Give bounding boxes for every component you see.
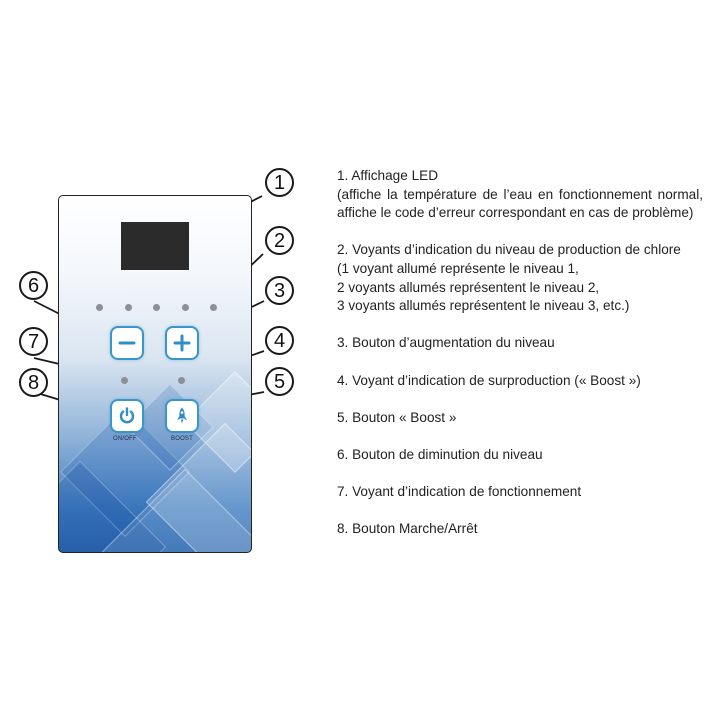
decrease-level-button[interactable]: [110, 326, 144, 360]
legend-item-7: [337, 483, 703, 502]
led-display: [121, 222, 189, 270]
operation-indicator: [121, 377, 128, 384]
chlorine-level-indicator: [125, 304, 132, 311]
chlorine-level-indicator: [96, 304, 103, 311]
legend: [337, 167, 703, 557]
legend-item-detail: 3 voyants allumés représentent le niveau 3, etc.): [337, 298, 630, 314]
callout-5: 5: [265, 367, 294, 396]
legend-item-5: [337, 409, 703, 428]
power-button-label: ON/OFF: [113, 436, 137, 442]
legend-item-title: 4. Voyant d’indication de surproduction (« Boost »): [337, 372, 641, 388]
chlorine-level-indicator: [153, 304, 160, 311]
legend-item-6: [337, 446, 703, 465]
legend-item-title: 5. Bouton « Boost »: [337, 409, 457, 425]
control-panel: [58, 195, 252, 553]
callout-6: 6: [19, 271, 48, 300]
callout-2: 2: [265, 226, 294, 255]
rocket-icon: [172, 406, 192, 426]
boost-button[interactable]: [165, 399, 199, 433]
legend-item-title: 8. Bouton Marche/Arrêt: [337, 521, 478, 537]
legend-item-3: [337, 334, 703, 353]
callout-7: 7: [19, 327, 48, 356]
chlorine-level-indicator: [210, 304, 217, 311]
callout-8: 8: [19, 368, 48, 397]
legend-item-title: 6. Bouton de diminution du niveau: [337, 446, 543, 462]
callout-3: 3: [265, 276, 294, 305]
legend-item-detail: 2 voyants allumés représentent le niveau 2,: [337, 279, 600, 295]
plus-icon: [172, 333, 192, 353]
legend-item-detail: (1 voyant allumé représente le niveau 1,: [337, 260, 579, 276]
minus-icon: [117, 333, 137, 353]
callout-4: 4: [265, 326, 294, 355]
power-icon: [117, 406, 137, 426]
callout-1: 1: [265, 168, 294, 197]
increase-level-button[interactable]: [165, 326, 199, 360]
chlorine-level-indicator: [182, 304, 189, 311]
boost-button-label: BOOST: [171, 436, 194, 442]
legend-item-detail: (affiche la température de l’eau en fonctionnement normal, affiche le code d’erreur correspondant en cas de problème): [337, 186, 703, 221]
legend-item-title: 1. Affichage LED: [337, 168, 439, 183]
legend-item-1: [337, 167, 703, 223]
legend-item-2: [337, 241, 703, 315]
legend-item-8: [337, 520, 703, 539]
boost-indicator: [178, 377, 185, 384]
legend-item-4: [337, 372, 703, 391]
power-button[interactable]: [110, 399, 144, 433]
legend-item-title: 7. Voyant d’indication de fonctionnement: [337, 484, 582, 500]
legend-item-title: 3. Bouton d’augmentation du niveau: [337, 335, 555, 351]
legend-item-title: 2. Voyants d’indication du niveau de production de chlore: [337, 242, 681, 258]
